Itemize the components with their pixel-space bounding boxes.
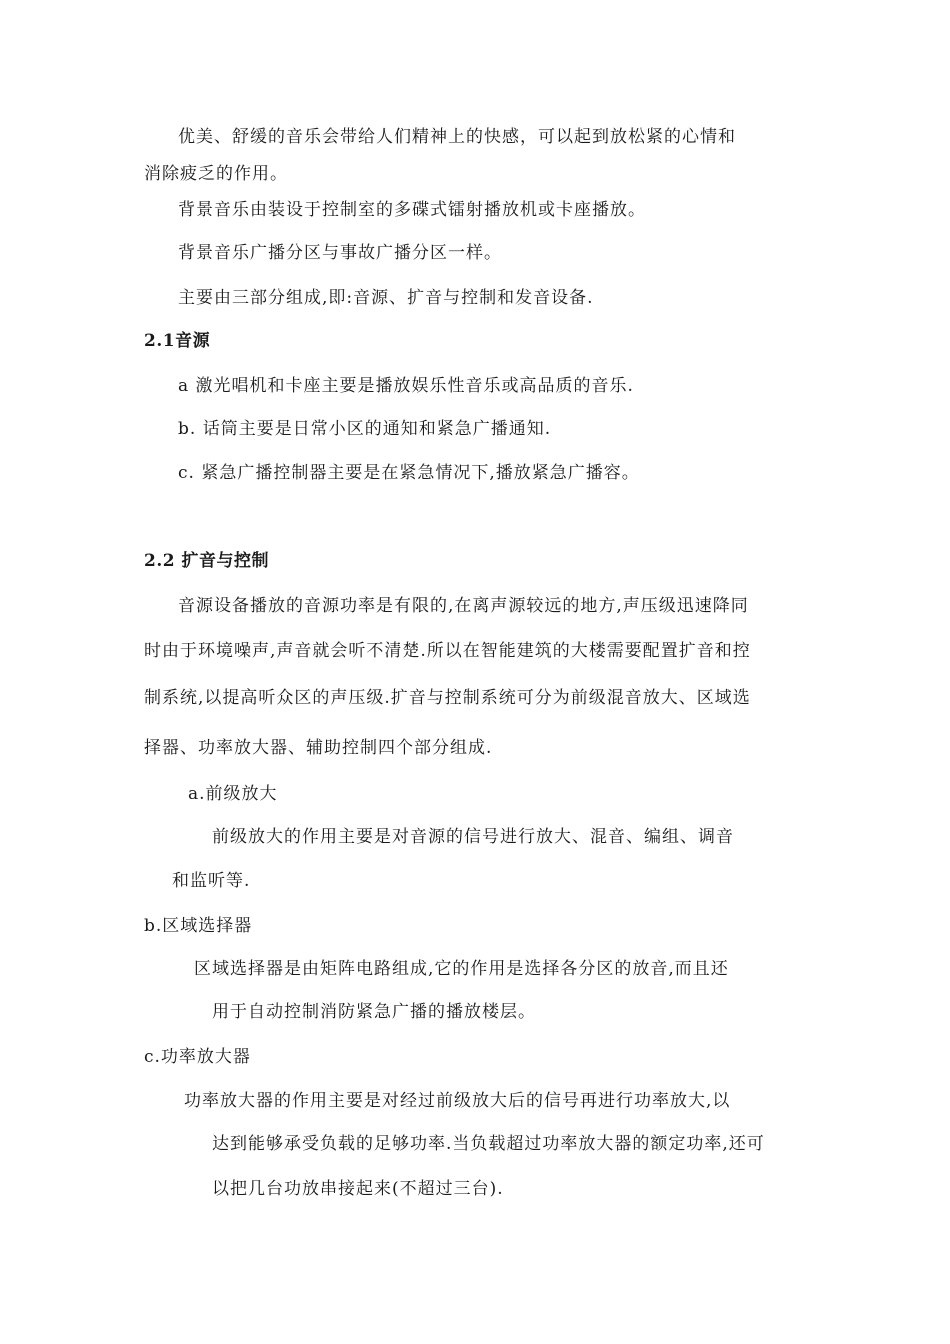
intro-paragraph-1-line-2: 消除疲乏的作用。 xyxy=(144,164,288,184)
subsection-a-line-2: 和监听等. xyxy=(172,871,251,891)
subsection-c-line-2: 达到能够承受负载的足够功率.当负载超过功率放大器的额定功率,还可 xyxy=(212,1134,765,1154)
subsection-a-line-1: 前级放大的作用主要是对音源的信号进行放大、混音、编组、调音 xyxy=(212,827,734,847)
subsection-c-line-1: 功率放大器的作用主要是对经过前级放大后的信号再进行功率放大,以 xyxy=(184,1091,731,1111)
intro-paragraph-2: 背景音乐由装设于控制室的多碟式镭射播放机或卡座播放。 xyxy=(178,200,646,220)
intro-paragraph-1-line-1: 优美、舒缓的音乐会带给人们精神上的快感，可以起到放松紧的心情和 xyxy=(178,127,736,147)
subsection-b-line-1: 区域选择器是由矩阵电路组成,它的作用是选择各分区的放音,而且还 xyxy=(194,959,729,979)
subsection-a-title: a.前级放大 xyxy=(188,784,278,804)
intro-paragraph-4: 主要由三部分组成,即:音源、扩音与控制和发音设备. xyxy=(178,288,594,308)
intro-paragraph-3: 背景音乐广播分区与事故广播分区一样。 xyxy=(178,243,502,263)
section-2-1-heading: 2.1音源 xyxy=(144,331,211,351)
subsection-c-title: c.功率放大器 xyxy=(144,1047,251,1067)
subsection-c-line-3: 以把几台功放串接起来(不超过三台). xyxy=(212,1179,504,1199)
section-2-2-intro-line-1: 音源设备播放的音源功率是有限的,在离声源较远的地方,声压级迅速降同 xyxy=(178,596,749,616)
subsection-b-title: b.区域选择器 xyxy=(144,916,253,936)
section-2-2-intro-line-3: 制系统,以提高听众区的声压级.扩音与控制系统可分为前级混音放大、区域选 xyxy=(144,688,751,708)
section-2-1-item-b: b. 话筒主要是日常小区的通知和紧急广播通知. xyxy=(178,419,552,439)
section-2-1-item-c: c. 紧急广播控制器主要是在紧急情况下,播放紧急广播容。 xyxy=(178,463,640,483)
section-2-2-intro-line-2: 时由于环境噪声,声音就会听不清楚.所以在智能建筑的大楼需要配置扩音和控 xyxy=(144,641,751,661)
section-2-2-heading: 2.2 扩音与控制 xyxy=(144,551,269,571)
section-2-1-item-a: a 激光唱机和卡座主要是播放娱乐性音乐或高品质的音乐. xyxy=(178,376,634,396)
subsection-b-line-2: 用于自动控制消防紧急广播的播放楼层。 xyxy=(212,1002,536,1022)
section-2-2-intro-line-4: 择器、功率放大器、辅助控制四个部分组成. xyxy=(144,738,493,758)
